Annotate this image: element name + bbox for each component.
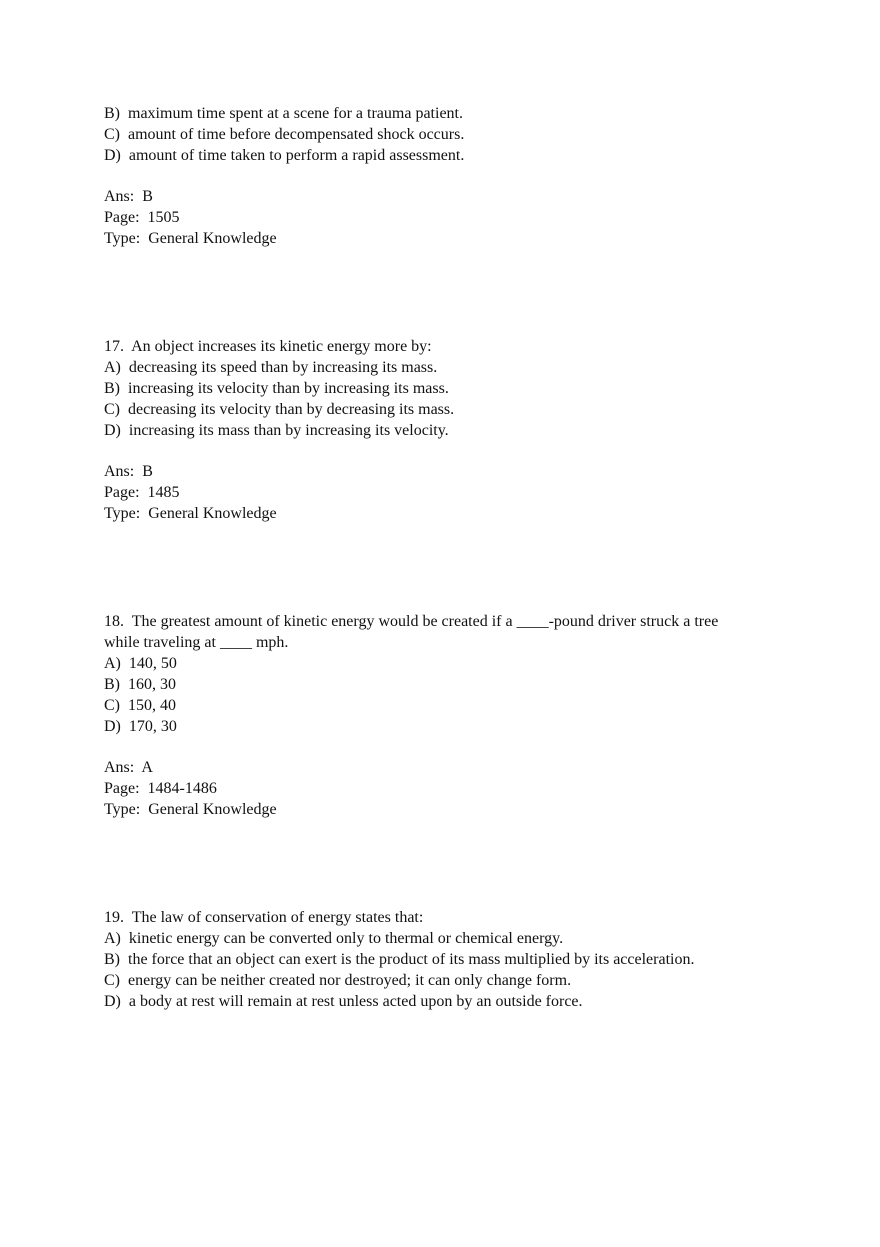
q16-option-b: B) maximum time spent at a scene for a trauma patient. xyxy=(104,105,463,122)
q17-type: Type: General Knowledge xyxy=(104,505,277,522)
q16-option-c: C) amount of time before decompensated shock occurs. xyxy=(104,126,465,143)
q18-option-a: A) 140, 50 xyxy=(104,655,177,672)
q16-option-d: D) amount of time taken to perform a rapid assessment. xyxy=(104,147,465,164)
q17-option-d: D) increasing its mass than by increasing its velocity. xyxy=(104,422,449,439)
q19-option-d: D) a body at rest will remain at rest unless acted upon by an outside force. xyxy=(104,993,583,1010)
q19-option-b: B) the force that an object can exert is the product of its mass multiplied by its acceleration. xyxy=(104,951,695,968)
q18-question-line-2: while traveling at ____ mph. xyxy=(104,634,289,651)
q19-option-c: C) energy can be neither created nor destroyed; it can only change form. xyxy=(104,972,572,989)
q18-option-d: D) 170, 30 xyxy=(104,718,177,735)
q17-option-c: C) decreasing its velocity than by decreasing its mass. xyxy=(104,401,455,418)
q17-option-a: A) decreasing its speed than by increasing its mass. xyxy=(104,359,438,376)
q17-question: 17. An object increases its kinetic energy more by: xyxy=(104,338,432,355)
q19-question: 19. The law of conservation of energy states that: xyxy=(104,909,424,926)
q17-answer: Ans: B xyxy=(104,463,153,480)
q18-question-line-1: 18. The greatest amount of kinetic energy would be created if a ____-pound driver struck a tree xyxy=(104,613,719,630)
q18-option-b: B) 160, 30 xyxy=(104,676,176,693)
q18-answer: Ans: A xyxy=(104,759,153,776)
q16-page: Page: 1505 xyxy=(104,209,180,226)
q19-option-a: A) kinetic energy can be converted only to thermal or chemical energy. xyxy=(104,930,564,947)
q18-type: Type: General Knowledge xyxy=(104,801,277,818)
q18-option-c: C) 150, 40 xyxy=(104,697,176,714)
q16-answer: Ans: B xyxy=(104,188,153,205)
q18-page: Page: 1484-1486 xyxy=(104,780,217,797)
q16-type: Type: General Knowledge xyxy=(104,230,277,247)
q17-page: Page: 1485 xyxy=(104,484,180,501)
q17-option-b: B) increasing its velocity than by increasing its mass. xyxy=(104,380,449,397)
